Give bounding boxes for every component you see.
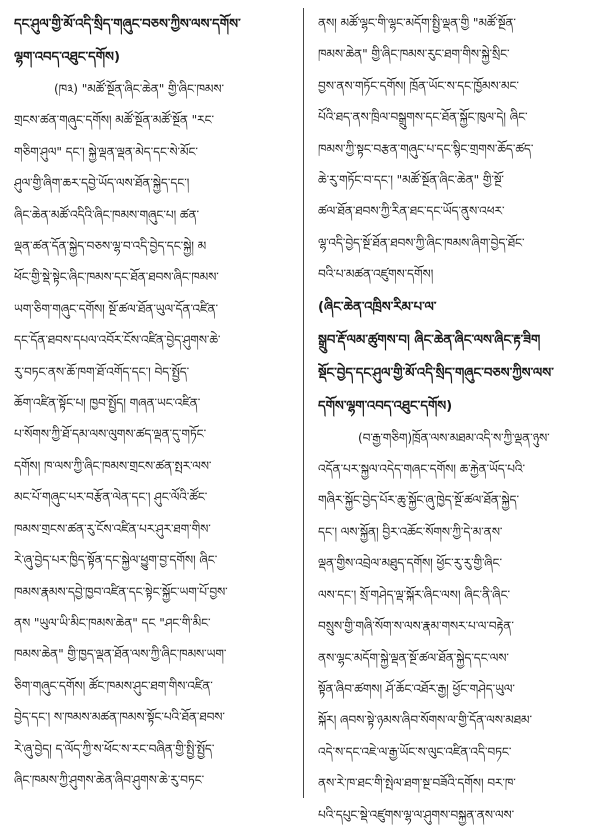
paragraph-line: ནས། མཚོ་ལྷང་གི་ལྷང་མདོག་སྤྱི་ལྡན་གྱི "མཚོ་སྔོན་ — [318, 16, 516, 30]
paragraph-line: ཕོང་གྱི་སྡེ་སྟེང་ཞིང་ཁམས་དང་ཐོན་ཐབས་ཞིང་ཁམས་ — [14, 270, 219, 285]
paragraph-line: དང་དོན་ཐབས་དཔལ་འབོར་ངོས་འཛིན་བྱེད་ཤུགས་ཆེ་ — [14, 333, 221, 348]
paragraph-line: གཞིར་སྐྱོང་བྱེད་པོར་ཆུ་སྐྱོང་ཞུ་ཁྱེད་སྔོ་ཚལ་ཐོན་སྐྱེད་ — [318, 493, 519, 508]
paragraph-line: ཆོག་འཛིན་སྟོང་པ། ཁྱབ་སྤྱོད། གཞན་ཡང་འཛིན་ — [14, 396, 201, 411]
paragraph-line: སྐོར། ཞབས་སྟེ་ཉམས་ཞིབ་སོགས་ལ་གྱི་དོན་ལས་མཐམ་ — [318, 713, 532, 728]
paragraph-line: བྱས་ནས་གཏོང་དགོས། ཁྲོན་ཡོང་ས་དང་ཁྱོམས་མང་ — [318, 78, 519, 93]
paragraph-line: པོའི་ཐད་ནས་ཁྲིལ་བསྒྲུགས་དང་ཐོན་སྐྱོང་ཁུལ་དེ། ཞིང་ — [318, 110, 528, 125]
paragraph-line: འདོན་པར་སྐྱལ་འདེད་གཞང་དགོས། ཆ་རྐྱེན་ཡོད་པའི་ — [318, 462, 525, 477]
section-heading-line: དང་ཤུལ་གྱི་མོ་འདི་སྲིད་གཞུང་བཅས་ཀྱིས་ལས་དགོས་ — [14, 17, 241, 32]
paragraph-line: (བ་རྒྱ་གཅིག)ཁྲོན་ལས་མཐམ་འདི་ས་ཀྱི་ལྡན་ཉུས་ — [358, 430, 550, 445]
paragraph-line: བསྲུས་གྱི་གཞི་སོག་ས་ལས་རྣམ་གསར་པ་ལ་བརྟེན་ — [318, 619, 514, 634]
paragraph-line: ཁམས་གྲངས་ཚན་རུ་ངོས་འཛིན་པར་ཤུར་ཐག་གིས་ — [14, 521, 211, 536]
column-divider — [303, 8, 304, 798]
paragraph-line: ལྷ་འདི་བྱེད་སྔོ་ཐོན་ཐབས་ཀྱི་ཞིང་ཁམས་ཞིག་བྱེད་ཐོང་ — [318, 235, 525, 250]
paragraph-line: ལྡན་གྱིས་འབྲེལ་མཐུད་དགོས། ཕྱོང་རུ་རུ་གྱི་ཞིང་ — [318, 556, 502, 571]
left-column — [14, 8, 292, 796]
paragraph-line: ཞིང་ཁམས་ཀྱི་ཤུགས་ཆེན་ཞིབ་ཤུགས་ཆེ་རུ་བཏང་ — [14, 772, 205, 787]
paragraph-line: རེ་ཞུ་བྱེད་པར་ཁྱིད་སྟོན་དང་སྐྱེལ་ཕྱུག་བྱ་དགོས། ཞིང་ — [14, 553, 218, 568]
paragraph-line: ཤུལ་གྱི་ཞིག་ཆར་དབྱེ་ཡོད་ལས་ཐོན་སྐྱེད་དང་། — [14, 176, 190, 191]
section-heading-line: (ཞིང་ཆེན་འཁྲིས་རིམ་པ་ལ་ — [318, 299, 437, 315]
paragraph-line: ལས་དང་། སྲོ་གཤེད་ལྡ་སྐོར་ཞིང་ལས། ཞིང་ནི་ཞིང་ — [318, 587, 510, 602]
paragraph-line: བའི་པ་མཚན་འཛུགས་དགོས། — [318, 267, 434, 282]
paragraph-line: ནས་ལྷང་མདོག་སྐྱེ་ལྡན་སྔོ་ཚལ་ཐོན་སྐྱེད་དང་ལས་ — [318, 650, 509, 665]
section-heading-line: ལྷག་འབད་འཐུང་དགོས) — [14, 50, 120, 65]
paragraph-line: ཁམས་ཀྱི་སྟང་བརྩན་གཞུང་པ་དང་སྙིང་གྲགས་ཆོད་ཚད་ — [318, 141, 534, 156]
section-heading-line: དགོས་ལྷག་འབད་འཐུང་དགོས) — [318, 398, 453, 414]
paragraph-line: ཞིང་ཆེན་མཚོ་འདིའི་ཞིང་ཁམས་གཞུང་པ། ཚན་ — [14, 207, 199, 222]
section-heading-line: སྒྲུབ་རྡོ་ལམ་ཚུགས་བ། ཞིང་ཆེན་ཞིང་ལས་ཞིང་རྟ་ཟིག — [318, 332, 541, 348]
paragraph-line: (ཁ༣) "མཚོ་སྔོན་ཞིང་ཆེན" གྱི་ཞིང་ཁམས་ — [54, 82, 224, 96]
paragraph-line: རེ་ཞུ་བྱེད། ད་ལོད་ཀྱི་ས་ཕོང་ས་རང་བཞིན་གྱི་སྤྱི་སྤྱོད་ — [14, 741, 215, 756]
paragraph-line: མང་པོ་གཞུང་པར་བརྩོན་ལེན་དང་། ཤུང་ལོའི་ཚོང་ — [14, 490, 208, 505]
section-heading-line: སྡོང་བྱེད་དང་ཤུལ་གྱི་མོ་འདི་སྲིད་གཞུང་བཅས་ཀྱིས་ལས་ — [318, 365, 554, 381]
right-column — [318, 8, 596, 831]
paragraph-line: སྟོན་ཞིབ་ཚགས། ཤོ་ཆོང་འཐོར་རྒྱ། ཕྱོང་གཤེད་ཡུལ་ — [318, 681, 515, 696]
paragraph-line: རུ་བཏང་ནས་ཆོ་ཁག་ཐོ་འགོད་དང་། བེད་སྤྱོད་ — [14, 364, 190, 379]
paragraph-line: ཅིག་གཞུང་དགོས། ཚོང་ཁམས་ཤུང་ཐག་གིས་འཛིན་ — [14, 678, 213, 693]
paragraph-line: ནས "ཡུལ་ཡི་མིང་ཁམས་ཆེན" དང "ཤང་གི་མིང་ — [14, 615, 211, 630]
paragraph-line: ནས་རེ་ཁ་ཐང་གི་སྤེལ་ཐག་སྔ་བཟོའི་དགོས། བར་ཁ་ — [318, 776, 516, 791]
paragraph-line: གཅིག་ཤུལ" དང་། སྐྱེ་ལྡན་ལྡན་མེད་དང་སེ་མོང་ — [14, 144, 198, 159]
paragraph-line: བྱེད་དང་། ས་ཁམས་མཚན་ཁམས་སྟོང་པའི་ཐོན་ཐབས་ — [14, 710, 225, 725]
paragraph-line: པ་སོགས་ཀྱི་ཐོ་དམ་ལས་ལུགས་ཚད་ལྡན་དུ་གཏོང་ — [14, 427, 207, 442]
paragraph-line: པའི་དཔུང་སྡེ་འཛུགས་ལྷ་ལ་ཤུགས་བསྐྱན་ནས་ལས་ — [318, 807, 515, 822]
paragraph-line: ཆེ་རུ་གཏོང་བ་དང་། "མཚོ་སྔོན་ཞིང་ཆེན" གྱི་སྔོ་ — [318, 173, 504, 188]
paragraph-line: དགོས། ཁ་ལས་ཀྱི་ཞིང་ཁམས་གྲངས་ཚན་སྤར་ལས་ — [14, 458, 212, 473]
paragraph-line: ཡག་ཅིག་གཞུང་དགོས། སྔོ་ཚལ་ཐོན་ཡུལ་དོན་འཛིན་ — [14, 301, 218, 316]
paragraph-line: ལྡན་ཚན་དོན་སྐྱེད་བཅས་ལྷ་བ་འདི་བྱེད་དང་སྐྱེ། མ — [14, 239, 207, 254]
paragraph-line: ཁམས་ཆེན" གྱི་ཞིང་ཁམས་རུང་ཐག་གིས་སྐྱེ་སྲིང་ — [318, 47, 510, 62]
paragraph-line: ཚལ་ཐོན་ཐབས་ཀྱི་རིན་ཐང་དང་ཡོད་ནུས་འཕར་ — [318, 204, 505, 219]
paragraph-line: ཁམས་རྣམས་དབྱེ་ཁྱབ་འཛིན་དང་སྟེང་སྐྱོང་ཡག་པོ་བྱས་ — [14, 584, 228, 599]
paragraph-line: གྲངས་ཚན་གཞུང་དགོས། མཚོ་སྔོན་མཚོ་སྔོན "རང་ — [14, 113, 215, 128]
paragraph-line: འདེ་ས་དང་འཇེ་ལ་རྒྱ་ཡོང་ས་ལུང་འཛིན་འདི་བཏང་ — [318, 744, 512, 759]
paragraph-line: དང་། ལས་སྐྱོན། བྱིར་འཆོང་སོགས་ཀྱི་དེ་མ་ནས་ — [318, 524, 503, 539]
paragraph-line: ཁམས་ཆེན" གྱི་ཁྱད་ལྡན་ཐོན་ལས་ཀྱི་ཞིང་ཁམས་ཡག་ — [14, 647, 227, 662]
